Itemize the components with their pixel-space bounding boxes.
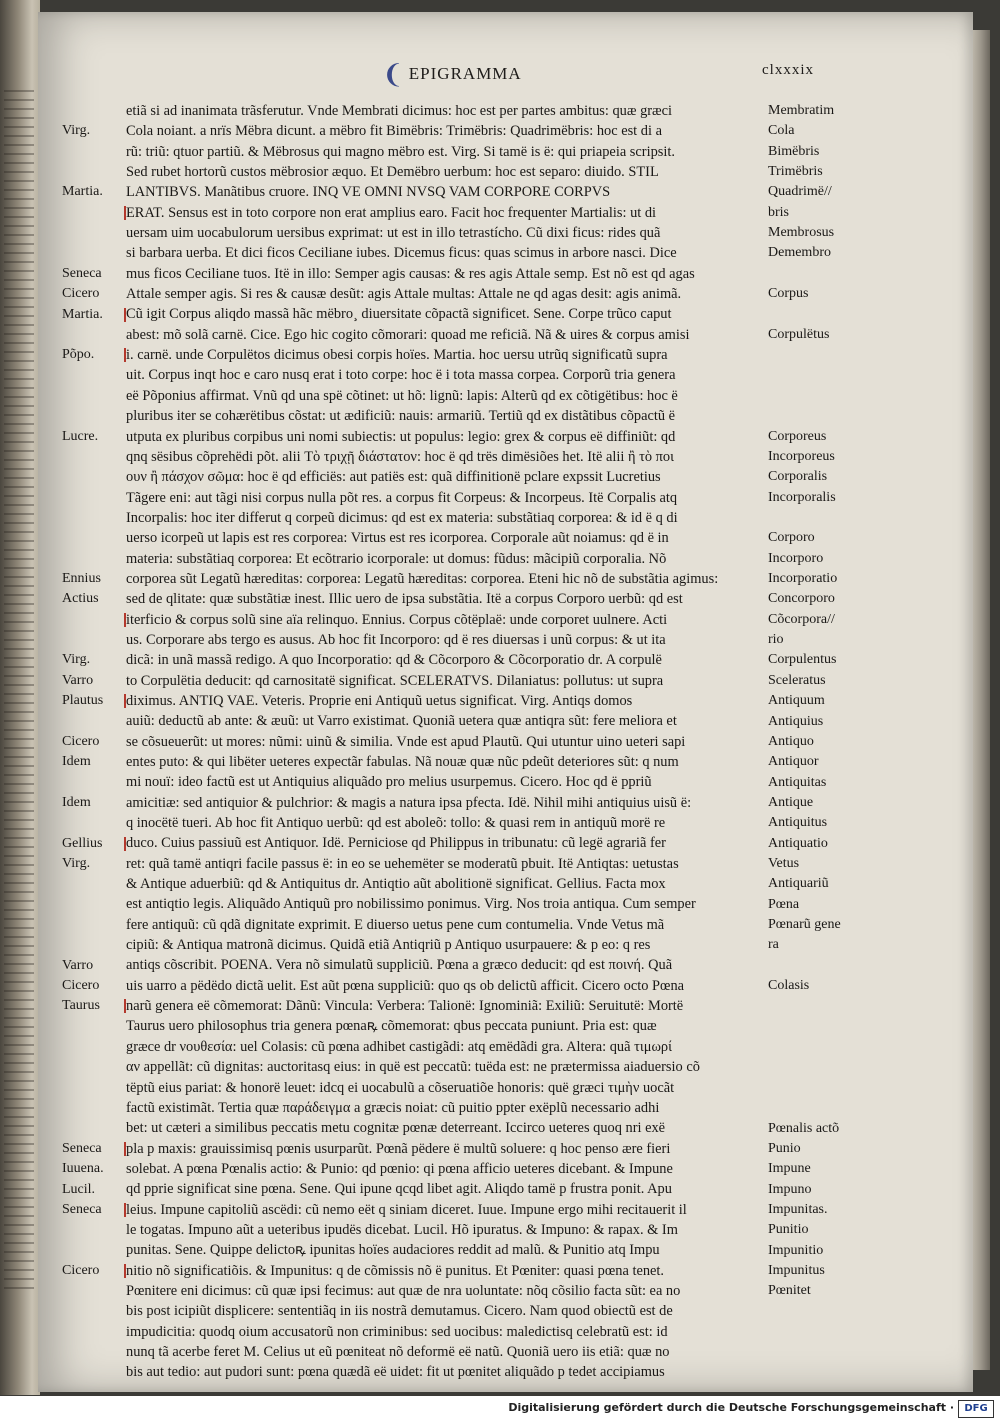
- rubric-stroke: [124, 837, 126, 851]
- right-margin-note: Corpulëtus: [768, 326, 830, 342]
- right-margin-note: Pœna: [768, 896, 800, 912]
- left-margin-note: Virg.: [62, 123, 91, 139]
- left-margin-note: Idem: [62, 754, 91, 770]
- text-line: Taurus uero philosophus tria genera pœnaꝶ cõmemorat: qbus peccata puniunt. Pria est: quæ: [126, 1018, 657, 1035]
- text-line: uit. Corpus inqt hoc e caro nusq erat i toto corpe: hoc ë i tota massa corpea. Corporũ tria genera: [126, 367, 676, 384]
- text-line: narũ genera eë cõmemorat: Dãnũ: Vincula: Verbera: Talionë: Ignominiã: Exiliũ: Seruitutë: Mortë: [126, 998, 684, 1015]
- facing-page-bleed-text: [4, 90, 34, 1290]
- text-line: Incorpalis: hoc iter differut q corpeũ dicimus: qd est ex materia: substãtiaq corporea: & id ë q di: [126, 509, 678, 526]
- left-margin-note: Varro: [62, 957, 94, 973]
- text-line: solebat. A pœna Pœnalis actio: & Punio: qd pœnio: qi pœna afficio ueteres dicebant. & Impune: [126, 1160, 673, 1177]
- right-margin-note: Antiquitas: [768, 774, 827, 790]
- left-margin-note: Cicero: [62, 1262, 100, 1278]
- text-line: dicã: in unã massã redigo. A quo Incorporatio: qd & Cõcorporo & Cõcorporatio dr. A corpulë: [126, 652, 662, 669]
- left-margin-note: Martia.: [62, 306, 103, 322]
- right-margin-note: Incorporeus: [768, 448, 835, 464]
- left-margin-note: Põpo.: [62, 347, 95, 363]
- right-margin-note: Quadrimë//: [768, 184, 832, 200]
- right-margin-note: Corporalis: [768, 469, 828, 485]
- text-line: pla p maxis: grauissimisq pœnis usurparũt. Pœnã pëdere ë multũ soluere: q hoc penso ære fieri: [126, 1140, 671, 1157]
- text-line: LANTIBVS. Manãtibus cruore. INQ VE OMNI NVSQ VAM CORPORE CORPVS: [126, 184, 611, 201]
- right-margin-note: Antiquatio: [768, 835, 828, 851]
- right-margin-note: Punio: [768, 1140, 801, 1156]
- left-margin-note: Lucre.: [62, 428, 99, 444]
- right-margin-note: Impuno: [768, 1181, 812, 1197]
- right-margin-note: Antiquius: [768, 713, 824, 729]
- left-margin-note: Gellius: [62, 835, 103, 851]
- text-line: græce dr νουθεσία: uel Colasis: cũ pœna adhibet castigãdi: atq emëdãdi gra. Altera: quã τιμωρί: [126, 1038, 672, 1055]
- right-margin-note: Impunitas.: [768, 1201, 828, 1217]
- right-margin-note: Pœnalis actõ: [768, 1120, 840, 1136]
- rubric-stroke: [124, 694, 126, 708]
- right-margin-note: Membrosus: [768, 225, 835, 241]
- right-margin-note: Antiquitus: [768, 815, 828, 831]
- text-line: le togatas. Impuno aũt a ueteribus ipudës dicebat. Lucil. Hõ ipuratus. & Impuno: & rapax. & Im: [126, 1221, 678, 1238]
- text-line: auiũ: deductũ ab ante: & æuũ: ut Varro existimat. Quoniã uetera quæ antiqra sũt: fere meliora et: [126, 713, 677, 730]
- left-margin-note: Taurus: [62, 998, 100, 1014]
- left-margin-note: Seneca: [62, 1201, 102, 1217]
- text-line: fere antiquũ: cũ qdã dignitate exprimit. E diuerso uetus pene cum contumelia. Vnde Vetus mã: [126, 916, 665, 933]
- text-line: se cõsueuerũt: ut mores: nũmi: uinũ & similia. Vnde est apud Plautũ. Qui utuntur uino ueteri sapi: [126, 733, 686, 750]
- right-margin-note: Corporo: [768, 530, 815, 546]
- text-line: pluribus iter se cohærëtibus cõstat: ut ædificiũ: nauis: armariũ. Tertiũ qd ex distãtibus cõpactũ ë: [126, 408, 676, 425]
- text-line: bet: ut cæteri a similibus peccatis metu cognitæ pœnæ deterreant. Iccirco ueteres quoq nri exë: [126, 1120, 666, 1137]
- right-margin-note: Antiquum: [768, 693, 825, 709]
- rubric-stroke: [124, 308, 126, 322]
- rubric-stroke: [124, 613, 126, 627]
- text-line: iterficio & corpus solũ sine aïa relinquo. Ennius. Corpus cõtëplaë: unde corporet uulnere. Acti: [126, 611, 668, 628]
- text-line: tëptũ eius pariat: & honorë leuet: idcq ei uocabulũ a cõseruatiõe honoris: quë græci τιμὴν uocãt: [126, 1079, 675, 1096]
- right-margin-note: ra: [768, 937, 779, 953]
- text-line: mi nouï: ideo factũ est ut Antiquius aliquãdo pro melius usurpemus. Cicero. Hoc qd ë ppriũ: [126, 774, 652, 791]
- facing-page-edge: [0, 0, 40, 1395]
- text-line: entes puto: & qui libëter ueteres expectãr fabulas. Nã nouæ quæ nũc pdeũt deteriores sũt: q num: [126, 754, 679, 770]
- text-line: uerso icorpeũ ut lapis est res corporea: Virtus est res icorporea. Corporale aũt noiamus: qd ë in: [126, 530, 669, 547]
- text-line: to Corpulëtia deducit: qd carnositatë significat. SCELERATVS. Dilaniatus: pollutus: ut supra: [126, 672, 664, 689]
- text-line: abest: mõ solã carnë. Cice. Ego hic cogito cõmorari: quoad me reficiã. Nã & uires & corpus amisi: [126, 326, 690, 343]
- left-margin-note: Varro: [62, 672, 94, 688]
- right-margin-note: Trimëbris: [768, 164, 823, 180]
- left-margin-note: Virg.: [62, 652, 91, 668]
- text-line: duco. Cuius passiuũ est Antiquor. Idë. Perniciose qd Philippus in tribunatu: cũ legë agrariã fer: [126, 835, 666, 852]
- text-line: est antiqtio legis. Aliquãdo Antiquũ pro nobilissimo ponimus. Virg. Nos troia antiqua. Cum semper: [126, 896, 696, 913]
- text-line: Cola noiant. a nrïs Mëbra dicunt. a mëbro fit Bimëbris: Trimëbris: Quadrimëbris: hoc est di a: [126, 123, 662, 140]
- text-line: nitio nõ significatiõis. & Impunitus: q de cõmissis nõ ë punitus. Et Pœniter: quasi pœna tenet.: [126, 1262, 665, 1279]
- text-line: qnq sësibus cõprehëdi põt. alii Τὸ τριχῇ διάστατον: hoc ë qd trës dimësiões het. Itë alii ἢ τὸ ποι: [126, 448, 674, 465]
- text-line: factũ existimãt. Tertia quæ παράδειγμα a græcis noiat: cũ puitio ppter exëplũ necessario adhi: [126, 1099, 660, 1116]
- right-margin-note: Membratim: [768, 103, 835, 118]
- right-margin-note: Colasis: [768, 978, 810, 994]
- rubric-stroke: [124, 1264, 126, 1278]
- left-margin-note: Ennius: [62, 571, 101, 587]
- right-margin-note: Cola: [768, 123, 795, 139]
- rubric-stroke: [124, 999, 126, 1013]
- left-margin-note: Cicero: [62, 286, 100, 302]
- text-line: & Antique aduerbiũ: qd & Antiquitus dr. Antiqtio aũt abolitionë significat. Gellius. Facta mox: [126, 876, 666, 893]
- left-margin-note: Martia.: [62, 184, 103, 200]
- text-line: αν appellãt: cũ dignitas: auctoritasq eius: in quë est peccatũ: tuëda est: ne prætermissa aiaduersio cõ: [126, 1059, 700, 1076]
- folio-number: clxxxix: [762, 62, 814, 78]
- text-line: diximus. ANTIQ VAE. Veteris. Proprie eni Antiquũ uetus significat. Virg. Antiqs domos: [126, 692, 633, 709]
- right-margin-note: Incorporalis: [768, 489, 836, 505]
- right-margin-note: Sceleratus: [768, 672, 826, 688]
- dfg-logo: DFG: [958, 1400, 994, 1418]
- right-margin-note: Antiquo: [768, 733, 814, 749]
- right-margin-note: Antique: [768, 794, 814, 810]
- right-margin-note: Bimëbris: [768, 143, 820, 159]
- rubric-stroke: [124, 1142, 126, 1156]
- text-line: uis uarro a pëdëdo dictã uelit. Est aũt pœna suppliciũ: quo qs ob delictũ afficit. Cicero octo Pœna: [126, 977, 685, 994]
- left-margin-note: Seneca: [62, 1140, 102, 1156]
- right-margin-note: Corpulentus: [768, 652, 837, 668]
- right-margin-note: Impunitus: [768, 1262, 825, 1278]
- right-margin-note: rio: [768, 632, 784, 648]
- text-line: ERAT. Sensus est in toto corpore non erat amplius earo. Facit hoc frequenter Martialis: ut di: [126, 204, 657, 221]
- text-line: antiqs cõscribit. POENA. Vera nõ simulatũ suppliciũ. Pœna a græco deducit: qd est ποινή. Quã: [126, 957, 673, 974]
- text-line: q inocëtë tueri. Ab hoc fit Antiquo uerbũ: qd est aboleõ: tollo: & quasi rem in antiquũ morë re: [126, 815, 666, 832]
- right-margin-note: Pœnitet: [768, 1283, 811, 1299]
- right-margin-note: Incorporo: [768, 550, 824, 566]
- text-line: Tãgere eni: aut tãgi nisi corpus nulla põt res. a corpus fit Corpeus: & Incorpeus. Itë Corpalis atq: [126, 489, 678, 506]
- left-margin-note: Cicero: [62, 978, 100, 994]
- text-line: etiã si ad inanimata trãsferutur. Vnde Membrati dicimus: hoc est per partes ambitus: quæ græci: [126, 103, 673, 119]
- left-margin-note: Cicero: [62, 733, 100, 749]
- footer-credit: Digitalisierung gefördert durch die Deutsche Forschungsgemeinschaft ·: [508, 1401, 954, 1414]
- text-line: qd pprie significat sine pœna. Sene. Qui ipune qcqd libet agit. Aliqdo tamë p frustra ponit. Apu: [126, 1181, 672, 1198]
- text-line: sed de qlitate: quæ substãtiæ inest. Illic uero de ipsa substãtia. Itë a corpus Corporo uerbũ: qd est: [126, 591, 683, 608]
- text-line: materia: substãtiaq corporea: Et ecõtrario icorporale: ut domus: fũdus: mãcipiũ corporalia. Nõ: [126, 550, 667, 567]
- text-line: utputa ex pluribus corpibus uni nomi subiectis: ut populus: legio: grex & corpus eë diffiniũt: qd: [126, 428, 676, 445]
- main-text-column: [126, 101, 766, 1383]
- left-margin-note: Seneca: [62, 265, 102, 281]
- rubric-stroke: [124, 206, 126, 220]
- right-margin-note: Punitio: [768, 1222, 809, 1238]
- right-margin-note: Antiquariũ: [768, 876, 829, 892]
- right-margin-note: Concorporo: [768, 591, 835, 607]
- running-head: [382, 60, 522, 90]
- text-line: us. Corporare abs tergo es ausus. Ab hoc fit Incorporo: qd ë res diuersas i unũ corpus: & ut ita: [126, 631, 666, 648]
- left-margin-note: Lucil.: [62, 1181, 96, 1197]
- text-line: Attale semper agis. Si res & causæ desũt: agis Attale multas: Attale ne qd agas desit: agis animã.: [126, 286, 682, 303]
- right-margin-note: Impune: [768, 1161, 811, 1177]
- left-margin-note: Actius: [62, 591, 99, 607]
- right-margin-note: Demembro: [768, 245, 831, 261]
- text-line: bis aut tedio: aut pudori sunt: pœna quædã eë uidet: fit ut pœnitet aliquãdo p tedet accipiamus: [126, 1364, 665, 1381]
- text-line: rũ: triũ: qtuor partiũ. & Mëbrosus qui magno mëbro est. Virg. Si tamë is ë: qui priapeia scripsit.: [126, 143, 675, 160]
- text-line: bis post icipiũt displicere: sententiãq in iis nostrã demutamus. Cicero. Nam quod obiectũ est de: [126, 1303, 673, 1320]
- text-line: si barbara uerba. Et dici ficos Ceciliane iubes. Dicemus ficus: quas scimus in arbore nasci. Dice: [126, 245, 677, 262]
- text-line: leius. Impune capitoliũ ascëdi: cũ nemo eët q siniam diceret. Iuue. Impune ergo mihi recitauerit il: [126, 1201, 687, 1218]
- running-head-title: EPIGRAMMA: [408, 64, 522, 83]
- right-margin-note: Corporeus: [768, 428, 827, 444]
- text-line: ουν ἢ πάσχον σῶμα: hoc ë qd efficiës: aut patiës est: quã diffinitionë pclare expssit Lucretius: [126, 469, 661, 486]
- text-line: impudicitia: quodq oium accusatorũ non criminibus: sed uocibus: maledictisq celebratũ est: id: [126, 1323, 668, 1340]
- text-line: Sed rubet hortorũ custos mëbrosior æquo. Et Demëbro uerbum: hoc est separo: diuido. STIL: [126, 164, 659, 181]
- right-margin-note: Cõcorpora//: [768, 611, 835, 627]
- right-margin-note: Impunitio: [768, 1242, 824, 1258]
- text-line: Cũ igit Corpus aliqdo massã hãc mëbro¸ diuersitate cõpactã significet. Sene. Corpe trũco caput: [126, 306, 672, 323]
- footer-bar: [0, 1396, 1000, 1422]
- text-line: Pœnitere eni dicimus: cũ quæ ipsi fecimus: aut quæ de nra uoluntate: nõq cõsilio facta sũt: ea no: [126, 1282, 681, 1299]
- text-line: cipiũ: & Antiqua matronã dicimus. Quidã etiã Antiqriũ p Antiquo usurpauere: & p eo: q res: [126, 937, 651, 954]
- left-margin-note: Virg.: [62, 855, 91, 871]
- right-margin-note: Pœnarũ gene: [768, 917, 841, 932]
- text-line: nunq tã acerbe feret M. Celius ut eũ pœniteat nõ deformë eë natũ. Quoniã uero iis etiã: quæ no: [126, 1343, 670, 1360]
- right-margin-note: Antiquor: [768, 754, 819, 770]
- text-line: punitas. Sene. Quippe delictoꝶ ipunitas hoïes audaciores reddit ad malũ. & Punitio atq Impu: [126, 1242, 660, 1259]
- rubric-stroke: [124, 348, 126, 362]
- right-margin-note: Corpus: [768, 286, 809, 302]
- text-line: ret: quã tamë antiqri facile passus ë: in eo se uehemëter se moderatũ pbuit. Itë Antiqtas: uetustas: [126, 855, 679, 872]
- left-margin-note: Plautus: [62, 693, 104, 709]
- text-line: corporea sũt Legatũ hæreditas: corporea: Legatũ hæreditas: corporea. Eteni hic nõ de substãtia agimus:: [126, 570, 719, 587]
- right-margin-note: bris: [768, 204, 789, 220]
- right-margin-note: Vetus: [768, 855, 800, 871]
- text-line: amicitiæ: sed antiquior & pulchrior: & magis a natura ipsa pfecta. Idë. Nihil mihi antiquius uisũ ë:: [126, 794, 692, 811]
- left-margin-note: Idem: [62, 794, 91, 810]
- rubric-stroke: [124, 1203, 126, 1217]
- right-margin-note: Incorporatio: [768, 571, 838, 587]
- text-line: eë Põponius affirmat. Vnũ qd una spë cõtinet: ut hõ: lignũ: lapis: Alterũ qd ex cõtigëtibus: hoc ë: [126, 387, 678, 404]
- text-line: mus ficos Ceciliane tuos. Itë in illo: Semper agis causas: & res agis Attale semp. Est nõ est qd agas: [126, 265, 695, 282]
- text-line: i. carnë. unde Corpulëtos dicimus obesi corpis hoïes. Martia. hoc uersu utrũq significatũ supra: [126, 347, 668, 364]
- left-margin-note: Iuuena.: [62, 1161, 104, 1177]
- text-line: uersam uim uocabulorum uersibus exprimat: ut est in illo tetrastícho. Cũ dixi ficus: rides quã: [126, 225, 661, 242]
- initial-mark-icon: ❨: [382, 60, 405, 89]
